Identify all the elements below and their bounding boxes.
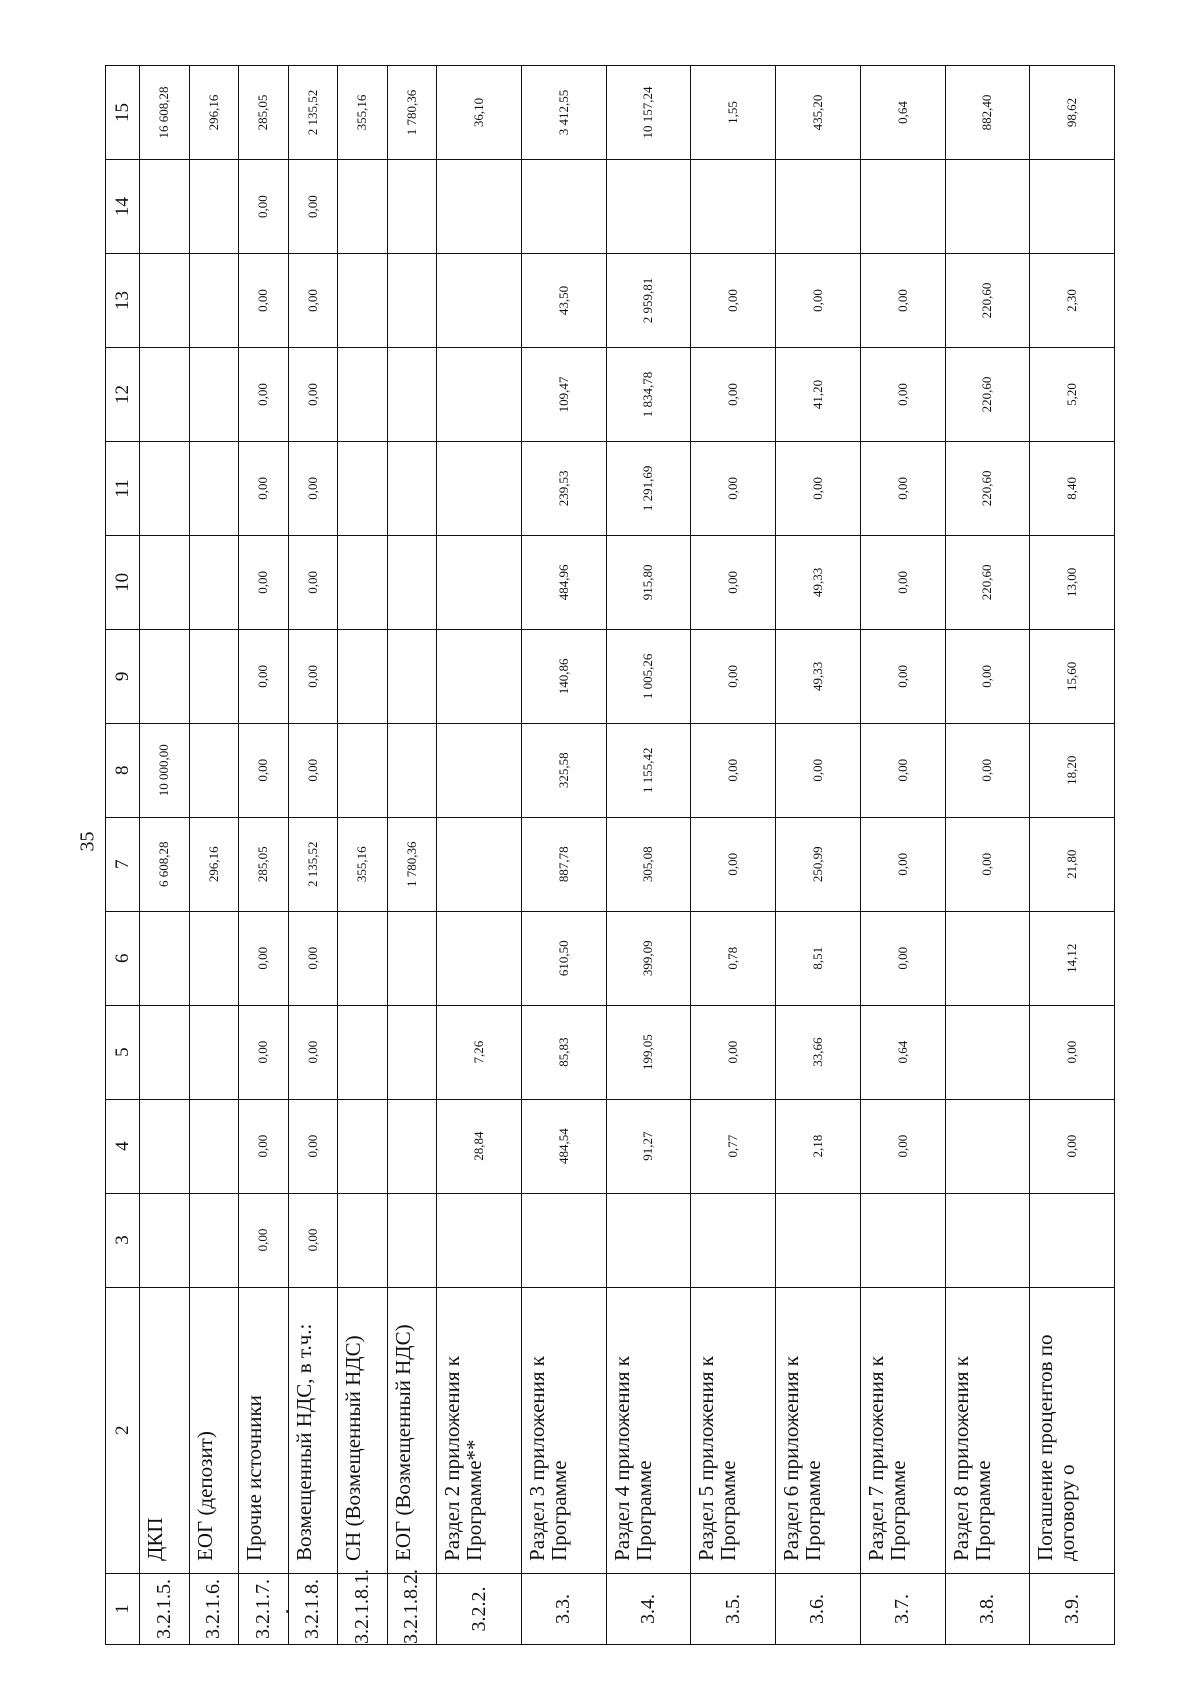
value-cell: [387, 629, 437, 723]
value-cell: 0,00: [691, 629, 776, 723]
value-cell: 325,58: [521, 723, 606, 817]
value-cell: 296,16: [189, 817, 239, 911]
value-cell: 0,00: [860, 347, 945, 441]
value-cell: 220,60: [945, 535, 1030, 629]
value-cell: 85,83: [521, 1005, 606, 1099]
row-id-cell: 3.9.: [1030, 1573, 1115, 1644]
table-row: [387, 66, 437, 1645]
value-cell: [140, 347, 190, 441]
value-cell: 49,33: [776, 629, 861, 723]
value-cell: [437, 160, 522, 254]
value-cell: 0,00: [239, 347, 289, 441]
value-cell: 7,26: [437, 1005, 522, 1099]
table-row: [288, 66, 338, 1645]
value-cell: 91,27: [606, 1099, 691, 1193]
value-cell: [387, 441, 437, 535]
value-cell: [387, 347, 437, 441]
value-cell: 8,51: [776, 911, 861, 1005]
value-cell: 2,18: [776, 1099, 861, 1193]
table-row: [691, 66, 776, 1645]
value-cell: 296,16: [189, 66, 239, 160]
value-cell: [189, 254, 239, 348]
value-cell: 610,50: [521, 911, 606, 1005]
value-cell: 1 005,26: [606, 629, 691, 723]
value-cell: 5,20: [1030, 347, 1115, 441]
value-cell: 220,60: [945, 347, 1030, 441]
value-cell: 0,00: [776, 254, 861, 348]
value-cell: 915,80: [606, 535, 691, 629]
value-cell: 0,00: [239, 535, 289, 629]
value-cell: 0,00: [239, 1099, 289, 1193]
value-cell: 0,00: [691, 723, 776, 817]
column-number-cell: 11: [106, 441, 140, 535]
value-cell: [521, 1193, 606, 1287]
value-cell: [338, 254, 388, 348]
value-cell: [338, 723, 388, 817]
value-cell: [437, 347, 522, 441]
value-cell: [1030, 1193, 1115, 1287]
value-cell: 1 780,36: [387, 66, 437, 160]
value-cell: 14,12: [1030, 911, 1115, 1005]
value-cell: [776, 160, 861, 254]
row-id-cell: 3.5.: [691, 1573, 776, 1644]
value-cell: [338, 441, 388, 535]
value-cell: 0,00: [860, 817, 945, 911]
column-number-cell: 1: [106, 1573, 140, 1644]
value-cell: [691, 1193, 776, 1287]
table-row: [945, 66, 1030, 1645]
value-cell: 0,00: [860, 1099, 945, 1193]
value-cell: [387, 911, 437, 1005]
value-cell: [140, 1193, 190, 1287]
value-cell: 355,16: [338, 66, 388, 160]
table-row: [437, 66, 522, 1645]
row-id-cell: 3.4.: [606, 1573, 691, 1644]
column-number-cell: 10: [106, 535, 140, 629]
row-label-cell: Прочие источники: [239, 1287, 289, 1573]
column-number-cell: 12: [106, 347, 140, 441]
value-cell: 0,00: [288, 535, 338, 629]
value-cell: [945, 1099, 1030, 1193]
value-cell: [437, 817, 522, 911]
value-cell: 1 291,69: [606, 441, 691, 535]
value-cell: 0,00: [239, 254, 289, 348]
value-cell: [437, 629, 522, 723]
column-number-cell: 14: [106, 160, 140, 254]
value-cell: [691, 160, 776, 254]
row-id-cell: 3.2.2.: [437, 1573, 522, 1644]
row-label-cell: Возмещенный НДС, в т.ч.:: [288, 1287, 338, 1573]
value-cell: 0,00: [860, 723, 945, 817]
row-id-cell: 3.6.: [776, 1573, 861, 1644]
value-cell: 0,00: [239, 1193, 289, 1287]
value-cell: [437, 911, 522, 1005]
row-label-cell: Раздел 3 приложения к Программе: [521, 1287, 606, 1573]
value-cell: 887,78: [521, 817, 606, 911]
value-cell: [189, 441, 239, 535]
value-cell: 285,05: [239, 817, 289, 911]
value-cell: [140, 254, 190, 348]
value-cell: [606, 1193, 691, 1287]
table-row: [606, 66, 691, 1645]
column-number-cell: 6: [106, 911, 140, 1005]
table-row: [860, 66, 945, 1645]
value-cell: [1030, 160, 1115, 254]
row-id-cell: 3.2.1.6.: [189, 1573, 239, 1644]
value-cell: 2 135,52: [288, 817, 338, 911]
row-label-cell: ЕОГ (Возмещенный НДС): [387, 1287, 437, 1573]
value-cell: 0,00: [860, 254, 945, 348]
value-cell: [860, 160, 945, 254]
value-cell: [387, 1193, 437, 1287]
row-label-cell: Раздел 8 приложения к Программе: [945, 1287, 1030, 1573]
value-cell: 0,00: [1030, 1005, 1115, 1099]
value-cell: [338, 1099, 388, 1193]
value-cell: 0,00: [1030, 1099, 1115, 1193]
row-label-cell: Раздел 7 приложения к Программе: [860, 1287, 945, 1573]
value-cell: 0,00: [239, 629, 289, 723]
table-row: [140, 66, 190, 1645]
finance-table: [105, 65, 1115, 1645]
value-cell: 0,00: [288, 347, 338, 441]
value-cell: 36,10: [437, 66, 522, 160]
value-cell: 220,60: [945, 441, 1030, 535]
value-cell: 0,00: [288, 723, 338, 817]
row-id-cell: 3.2.1.5.: [140, 1573, 190, 1644]
value-cell: 239,53: [521, 441, 606, 535]
value-cell: [189, 347, 239, 441]
row-label-cell: Раздел 5 приложения к Программе: [691, 1287, 776, 1573]
value-cell: [437, 441, 522, 535]
value-cell: [521, 160, 606, 254]
value-cell: [189, 1005, 239, 1099]
value-cell: [437, 723, 522, 817]
column-number-cell: 2: [106, 1287, 140, 1573]
row-label-cell: ДКП: [140, 1287, 190, 1573]
value-cell: 0,00: [691, 347, 776, 441]
value-cell: [140, 535, 190, 629]
value-cell: [338, 1193, 388, 1287]
value-cell: [338, 347, 388, 441]
table-row: [1030, 66, 1115, 1645]
value-cell: [189, 535, 239, 629]
value-cell: 43,50: [521, 254, 606, 348]
value-cell: [776, 1193, 861, 1287]
value-cell: [140, 911, 190, 1005]
row-id-cell: 3.2.1.7.: [239, 1573, 289, 1644]
value-cell: 21,80: [1030, 817, 1115, 911]
value-cell: 0,00: [288, 1005, 338, 1099]
value-cell: [387, 1099, 437, 1193]
value-cell: [189, 1099, 239, 1193]
table-body: [106, 66, 1115, 1645]
value-cell: 0,00: [860, 629, 945, 723]
value-cell: 484,54: [521, 1099, 606, 1193]
value-cell: 355,16: [338, 817, 388, 911]
value-cell: 0,78: [691, 911, 776, 1005]
value-cell: [189, 723, 239, 817]
value-cell: [189, 911, 239, 1005]
value-cell: 1 155,42: [606, 723, 691, 817]
value-cell: 0,00: [945, 723, 1030, 817]
value-cell: 0,00: [239, 441, 289, 535]
row-label-cell: Раздел 2 приложения к Программе**: [437, 1287, 522, 1573]
row-label-cell: Раздел 4 приложения к Программе: [606, 1287, 691, 1573]
value-cell: 0,00: [860, 535, 945, 629]
value-cell: [140, 1099, 190, 1193]
value-cell: 41,20: [776, 347, 861, 441]
value-cell: [945, 160, 1030, 254]
value-cell: 1 780,36: [387, 817, 437, 911]
value-cell: 0,00: [860, 911, 945, 1005]
value-cell: [140, 160, 190, 254]
value-cell: 1 834,78: [606, 347, 691, 441]
value-cell: 0,00: [288, 160, 338, 254]
row-id-cell: 3.2.1.8.: [288, 1573, 338, 1644]
table-row: [239, 66, 289, 1645]
row-id-cell: 3.2.1.8.1.: [338, 1573, 388, 1644]
value-cell: 3 412,55: [521, 66, 606, 160]
value-cell: 220,60: [945, 254, 1030, 348]
value-cell: [338, 911, 388, 1005]
row-label-cell: СН (Возмещенный НДС): [338, 1287, 388, 1573]
value-cell: [387, 723, 437, 817]
value-cell: 0,64: [860, 66, 945, 160]
value-cell: 98,62: [1030, 66, 1115, 160]
column-number-cell: 9: [106, 629, 140, 723]
column-number-cell: 13: [106, 254, 140, 348]
value-cell: [437, 535, 522, 629]
value-cell: [945, 1193, 1030, 1287]
value-cell: [387, 254, 437, 348]
value-cell: [140, 441, 190, 535]
value-cell: 2,30: [1030, 254, 1115, 348]
value-cell: [140, 629, 190, 723]
value-cell: 33,66: [776, 1005, 861, 1099]
value-cell: 305,08: [606, 817, 691, 911]
value-cell: 285,05: [239, 66, 289, 160]
value-cell: 0,00: [288, 629, 338, 723]
value-cell: 15,60: [1030, 629, 1115, 723]
row-id-cell: 3.2.1.8.2.: [387, 1573, 437, 1644]
page-number: 35: [76, 831, 99, 852]
value-cell: 0,00: [776, 441, 861, 535]
value-cell: 0,00: [288, 441, 338, 535]
value-cell: 0,00: [691, 254, 776, 348]
value-cell: 10 157,24: [606, 66, 691, 160]
value-cell: 484,96: [521, 535, 606, 629]
column-number-cell: 8: [106, 723, 140, 817]
value-cell: [338, 629, 388, 723]
value-cell: [606, 160, 691, 254]
value-cell: 2 959,81: [606, 254, 691, 348]
row-label-cell: Раздел 6 приложения к Программе: [776, 1287, 861, 1573]
header-row: [106, 66, 140, 1645]
column-number-cell: 4: [106, 1099, 140, 1193]
row-id-cell: 3.8.: [945, 1573, 1030, 1644]
table-row: [189, 66, 239, 1645]
value-cell: 0,00: [945, 817, 1030, 911]
column-number-cell: 7: [106, 817, 140, 911]
value-cell: 399,09: [606, 911, 691, 1005]
value-cell: [945, 1005, 1030, 1099]
value-cell: 435,20: [776, 66, 861, 160]
value-cell: 2 135,52: [288, 66, 338, 160]
value-cell: [140, 1005, 190, 1099]
value-cell: [338, 1005, 388, 1099]
value-cell: 0,00: [860, 441, 945, 535]
value-cell: 0,00: [776, 723, 861, 817]
value-cell: [189, 629, 239, 723]
column-number-cell: 5: [106, 1005, 140, 1099]
table-row: [338, 66, 388, 1645]
value-cell: 140,86: [521, 629, 606, 723]
value-cell: 18,20: [1030, 723, 1115, 817]
value-cell: 0,00: [288, 1099, 338, 1193]
value-cell: [387, 1005, 437, 1099]
value-cell: 0,00: [288, 254, 338, 348]
value-cell: 0,77: [691, 1099, 776, 1193]
value-cell: 10 000,00: [140, 723, 190, 817]
value-cell: 1,55: [691, 66, 776, 160]
value-cell: [387, 160, 437, 254]
value-cell: 0,00: [945, 629, 1030, 723]
value-cell: 13,00: [1030, 535, 1115, 629]
value-cell: 16 608,28: [140, 66, 190, 160]
column-number-cell: 3: [106, 1193, 140, 1287]
rotated-table-wrapper: [105, 65, 1115, 1645]
value-cell: 0,00: [239, 1005, 289, 1099]
value-cell: 0,00: [691, 535, 776, 629]
value-cell: 109,47: [521, 347, 606, 441]
value-cell: 0,00: [691, 1005, 776, 1099]
value-cell: [945, 911, 1030, 1005]
value-cell: [338, 160, 388, 254]
value-cell: [860, 1193, 945, 1287]
value-cell: 0,00: [239, 911, 289, 1005]
value-cell: 0,00: [691, 817, 776, 911]
row-id-cell: 3.3.: [521, 1573, 606, 1644]
value-cell: 6 608,28: [140, 817, 190, 911]
value-cell: 199,05: [606, 1005, 691, 1099]
value-cell: 28,84: [437, 1099, 522, 1193]
table-row: [776, 66, 861, 1645]
value-cell: 0,64: [860, 1005, 945, 1099]
value-cell: 8,40: [1030, 441, 1115, 535]
row-label-cell: Погашение процентов по договору о: [1030, 1287, 1115, 1573]
value-cell: 49,33: [776, 535, 861, 629]
value-cell: [189, 1193, 239, 1287]
value-cell: [338, 535, 388, 629]
value-cell: [189, 160, 239, 254]
value-cell: 0,00: [239, 723, 289, 817]
value-cell: [387, 535, 437, 629]
value-cell: [437, 254, 522, 348]
column-number-cell: 15: [106, 66, 140, 160]
table-row: [521, 66, 606, 1645]
row-id-cell: 3.7.: [860, 1573, 945, 1644]
value-cell: 0,00: [239, 160, 289, 254]
value-cell: 0,00: [288, 1193, 338, 1287]
value-cell: 250,99: [776, 817, 861, 911]
value-cell: 882,40: [945, 66, 1030, 160]
row-label-cell: ЕОГ (депозит): [189, 1287, 239, 1573]
value-cell: [437, 1193, 522, 1287]
value-cell: 0,00: [691, 441, 776, 535]
value-cell: 0,00: [288, 911, 338, 1005]
